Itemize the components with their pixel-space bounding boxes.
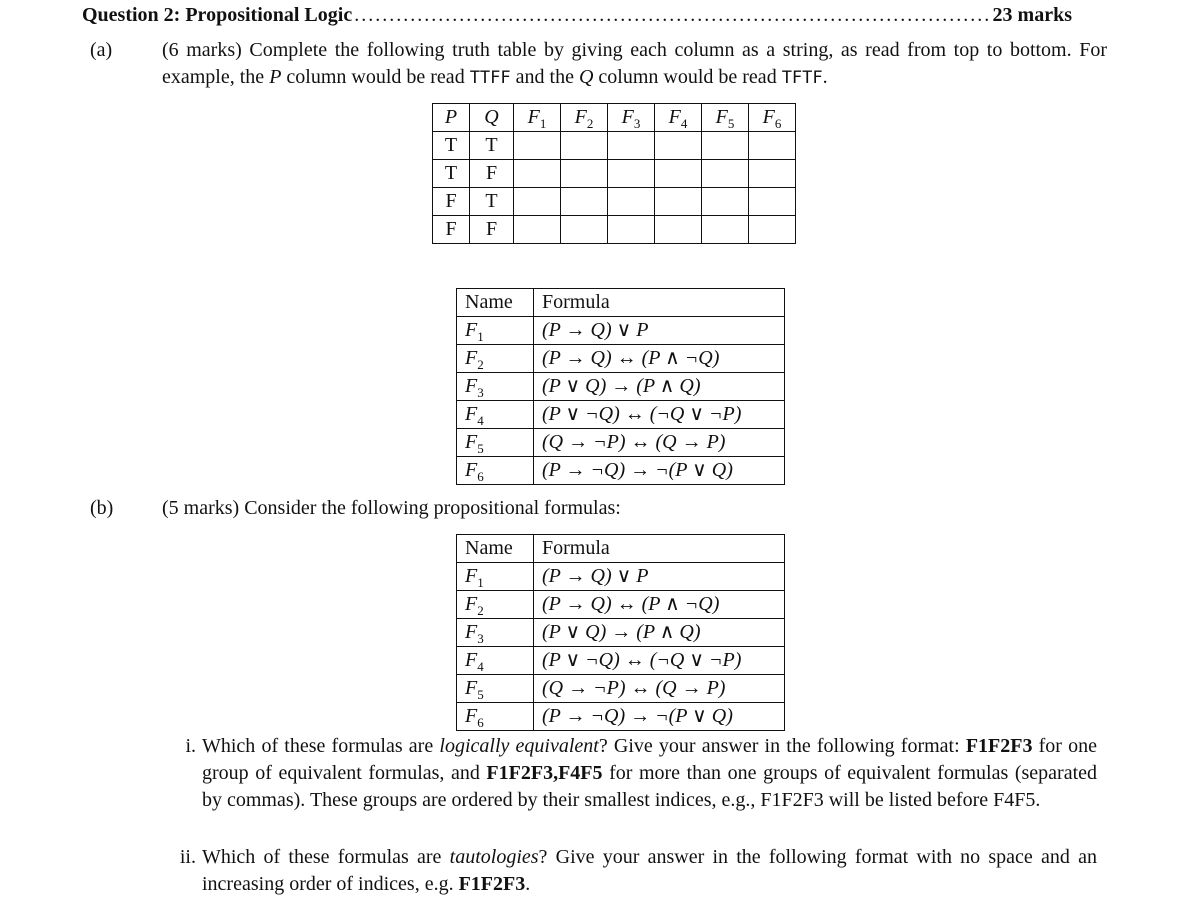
cell-q: T	[470, 188, 514, 216]
part-b-label: (b)	[90, 497, 114, 519]
cell-f5[interactable]	[702, 160, 749, 188]
formula-row	[457, 401, 785, 429]
part-a-text-5: .	[822, 66, 828, 88]
q2-text-3: .	[525, 873, 531, 895]
th-f6: $F_6$	[749, 104, 796, 132]
formula-table-header	[457, 535, 785, 563]
truth-table	[432, 103, 796, 244]
cell-f1[interactable]	[514, 132, 561, 160]
part-b-marks: (5 marks)	[162, 497, 240, 519]
formula-name: $F_2$	[457, 591, 534, 619]
cell-p: F	[433, 188, 470, 216]
part-a-text-4: column would be read	[593, 66, 782, 88]
question-i	[176, 733, 1097, 814]
formula-name: $F_4$	[457, 647, 534, 675]
cell-p: F	[433, 216, 470, 244]
th-f3: $F_3$	[608, 104, 655, 132]
formula-row	[457, 429, 785, 457]
formula-value: (P → ¬Q) → ¬(P ∨ Q)	[534, 457, 785, 485]
q1-format-1: F1F2F3	[965, 735, 1033, 757]
cell-f6[interactable]	[749, 132, 796, 160]
q1-format-2: F1F2F3,F4F5	[486, 762, 603, 784]
cell-f6[interactable]	[749, 216, 796, 244]
cell-f6[interactable]	[749, 188, 796, 216]
formula-row	[457, 703, 785, 731]
th-q: Q	[470, 104, 514, 132]
formula-name: $F_6$	[457, 457, 534, 485]
q1-text-3: for one group of equivalent formulas, and	[202, 735, 1098, 784]
part-a-text-1: Complete the following truth table by giving each column as a string, as read from top to bottom. For example, the	[162, 39, 1107, 88]
q1-text-1: Which of these formulas are	[202, 735, 440, 757]
part-a-text	[90, 37, 1107, 92]
leader-dots	[354, 2, 990, 29]
cell-f4[interactable]	[655, 132, 702, 160]
part-a-text-3: and the	[510, 66, 579, 88]
cell-f5[interactable]	[702, 132, 749, 160]
cell-f2[interactable]	[561, 160, 608, 188]
col-name-header: Name	[457, 289, 534, 317]
formula-value: (P → ¬Q) → ¬(P ∨ Q)	[534, 703, 785, 731]
cell-p: T	[433, 132, 470, 160]
part-a-text-2: column would be read	[281, 66, 470, 88]
formula-row	[457, 345, 785, 373]
q-example: TFTF	[781, 68, 823, 88]
cell-f3[interactable]	[608, 216, 655, 244]
question-heading	[82, 2, 1072, 30]
p-example: TTFF	[469, 68, 511, 88]
formula-row	[457, 647, 785, 675]
formula-row	[457, 591, 785, 619]
var-p: P	[269, 66, 282, 88]
q1-text-2: ? Give your answer in the following format:	[598, 735, 966, 757]
cell-q: F	[470, 160, 514, 188]
cell-f5[interactable]	[702, 188, 749, 216]
truth-table-row	[433, 216, 796, 244]
th-f1: $F_1$	[514, 104, 561, 132]
cell-f3[interactable]	[608, 132, 655, 160]
question-marks: 23 marks	[992, 4, 1072, 26]
cell-f5[interactable]	[702, 216, 749, 244]
cell-f4[interactable]	[655, 188, 702, 216]
q1-text-4: for more than one groups of equivalent formulas (separated by commas). These groups are ordered by their smallest indices, e.g., F1F2F3 will be listed before F4F5.	[202, 762, 1097, 811]
cell-f6[interactable]	[749, 160, 796, 188]
var-q: Q	[578, 66, 594, 88]
formula-name: $F_3$	[457, 619, 534, 647]
q2-text-2: ? Give your answer in the following format with no space and an increasing order of indices, e.g.	[202, 846, 1097, 895]
q2-text-1: Which of these formulas are	[202, 846, 450, 868]
question-ii	[176, 844, 1097, 898]
cell-f3[interactable]	[608, 188, 655, 216]
col-formula-header: Formula	[534, 289, 785, 317]
part-a-marks: (6 marks)	[162, 39, 242, 61]
formula-name: $F_3$	[457, 373, 534, 401]
cell-q: F	[470, 216, 514, 244]
th-f4: $F_4$	[655, 104, 702, 132]
cell-f2[interactable]	[561, 132, 608, 160]
formula-name: $F_5$	[457, 429, 534, 457]
formula-row	[457, 457, 785, 485]
formula-row	[457, 619, 785, 647]
cell-f2[interactable]	[561, 216, 608, 244]
formula-value: (P → Q) ↔ (P ∧ ¬Q)	[534, 345, 785, 373]
formula-value: (P → Q) ∨ P	[534, 317, 785, 345]
cell-q: T	[470, 132, 514, 160]
formula-value: (P ∨ Q) → (P ∧ Q)	[534, 373, 785, 401]
formula-value: (P ∨ ¬Q) ↔ (¬Q ∨ ¬P)	[534, 401, 785, 429]
part-b-intro: Consider the following propositional formulas:	[244, 497, 621, 519]
cell-f1[interactable]	[514, 160, 561, 188]
formula-name: $F_6$	[457, 703, 534, 731]
q2-emphasis: tautologies	[449, 846, 539, 868]
formula-name: $F_1$	[457, 563, 534, 591]
truth-table-row	[433, 188, 796, 216]
question-ii-number: ii.	[179, 846, 196, 868]
th-f5: $F_5$	[702, 104, 749, 132]
formula-name: $F_4$	[457, 401, 534, 429]
formula-name: $F_1$	[457, 317, 534, 345]
cell-f1[interactable]	[514, 216, 561, 244]
q2-format-1: F1F2F3	[458, 873, 526, 895]
part-b-text	[90, 495, 1107, 522]
th-p: P	[433, 104, 470, 132]
formula-table-b	[456, 534, 785, 731]
col-formula-header: Formula	[534, 535, 785, 563]
th-f2: $F_2$	[561, 104, 608, 132]
formula-row	[457, 563, 785, 591]
truth-table-header	[433, 104, 796, 132]
cell-f4[interactable]	[655, 216, 702, 244]
formula-value: (Q → ¬P) ↔ (Q → P)	[534, 429, 785, 457]
cell-f4[interactable]	[655, 160, 702, 188]
formula-table-header	[457, 289, 785, 317]
formula-value: (P ∨ ¬Q) ↔ (¬Q ∨ ¬P)	[534, 647, 785, 675]
formula-value: (P ∨ Q) → (P ∧ Q)	[534, 619, 785, 647]
formula-name: $F_5$	[457, 675, 534, 703]
q1-emphasis: logically equivalent	[439, 735, 599, 757]
truth-table-row	[433, 160, 796, 188]
formula-row	[457, 373, 785, 401]
formula-value: (P → Q) ↔ (P ∧ ¬Q)	[534, 591, 785, 619]
part-a-label: (a)	[90, 39, 113, 61]
formula-value: (P → Q) ∨ P	[534, 563, 785, 591]
cell-p: T	[433, 160, 470, 188]
question-i-number: i.	[185, 735, 196, 757]
cell-f3[interactable]	[608, 160, 655, 188]
truth-table-row	[433, 132, 796, 160]
cell-f1[interactable]	[514, 188, 561, 216]
cell-f2[interactable]	[561, 188, 608, 216]
col-name-header: Name	[457, 535, 534, 563]
formula-row	[457, 317, 785, 345]
formula-row	[457, 675, 785, 703]
formula-table-a	[456, 288, 785, 485]
formula-value: (Q → ¬P) ↔ (Q → P)	[534, 675, 785, 703]
formula-name: $F_2$	[457, 345, 534, 373]
question-title: Question 2: Propositional Logic	[82, 4, 353, 26]
